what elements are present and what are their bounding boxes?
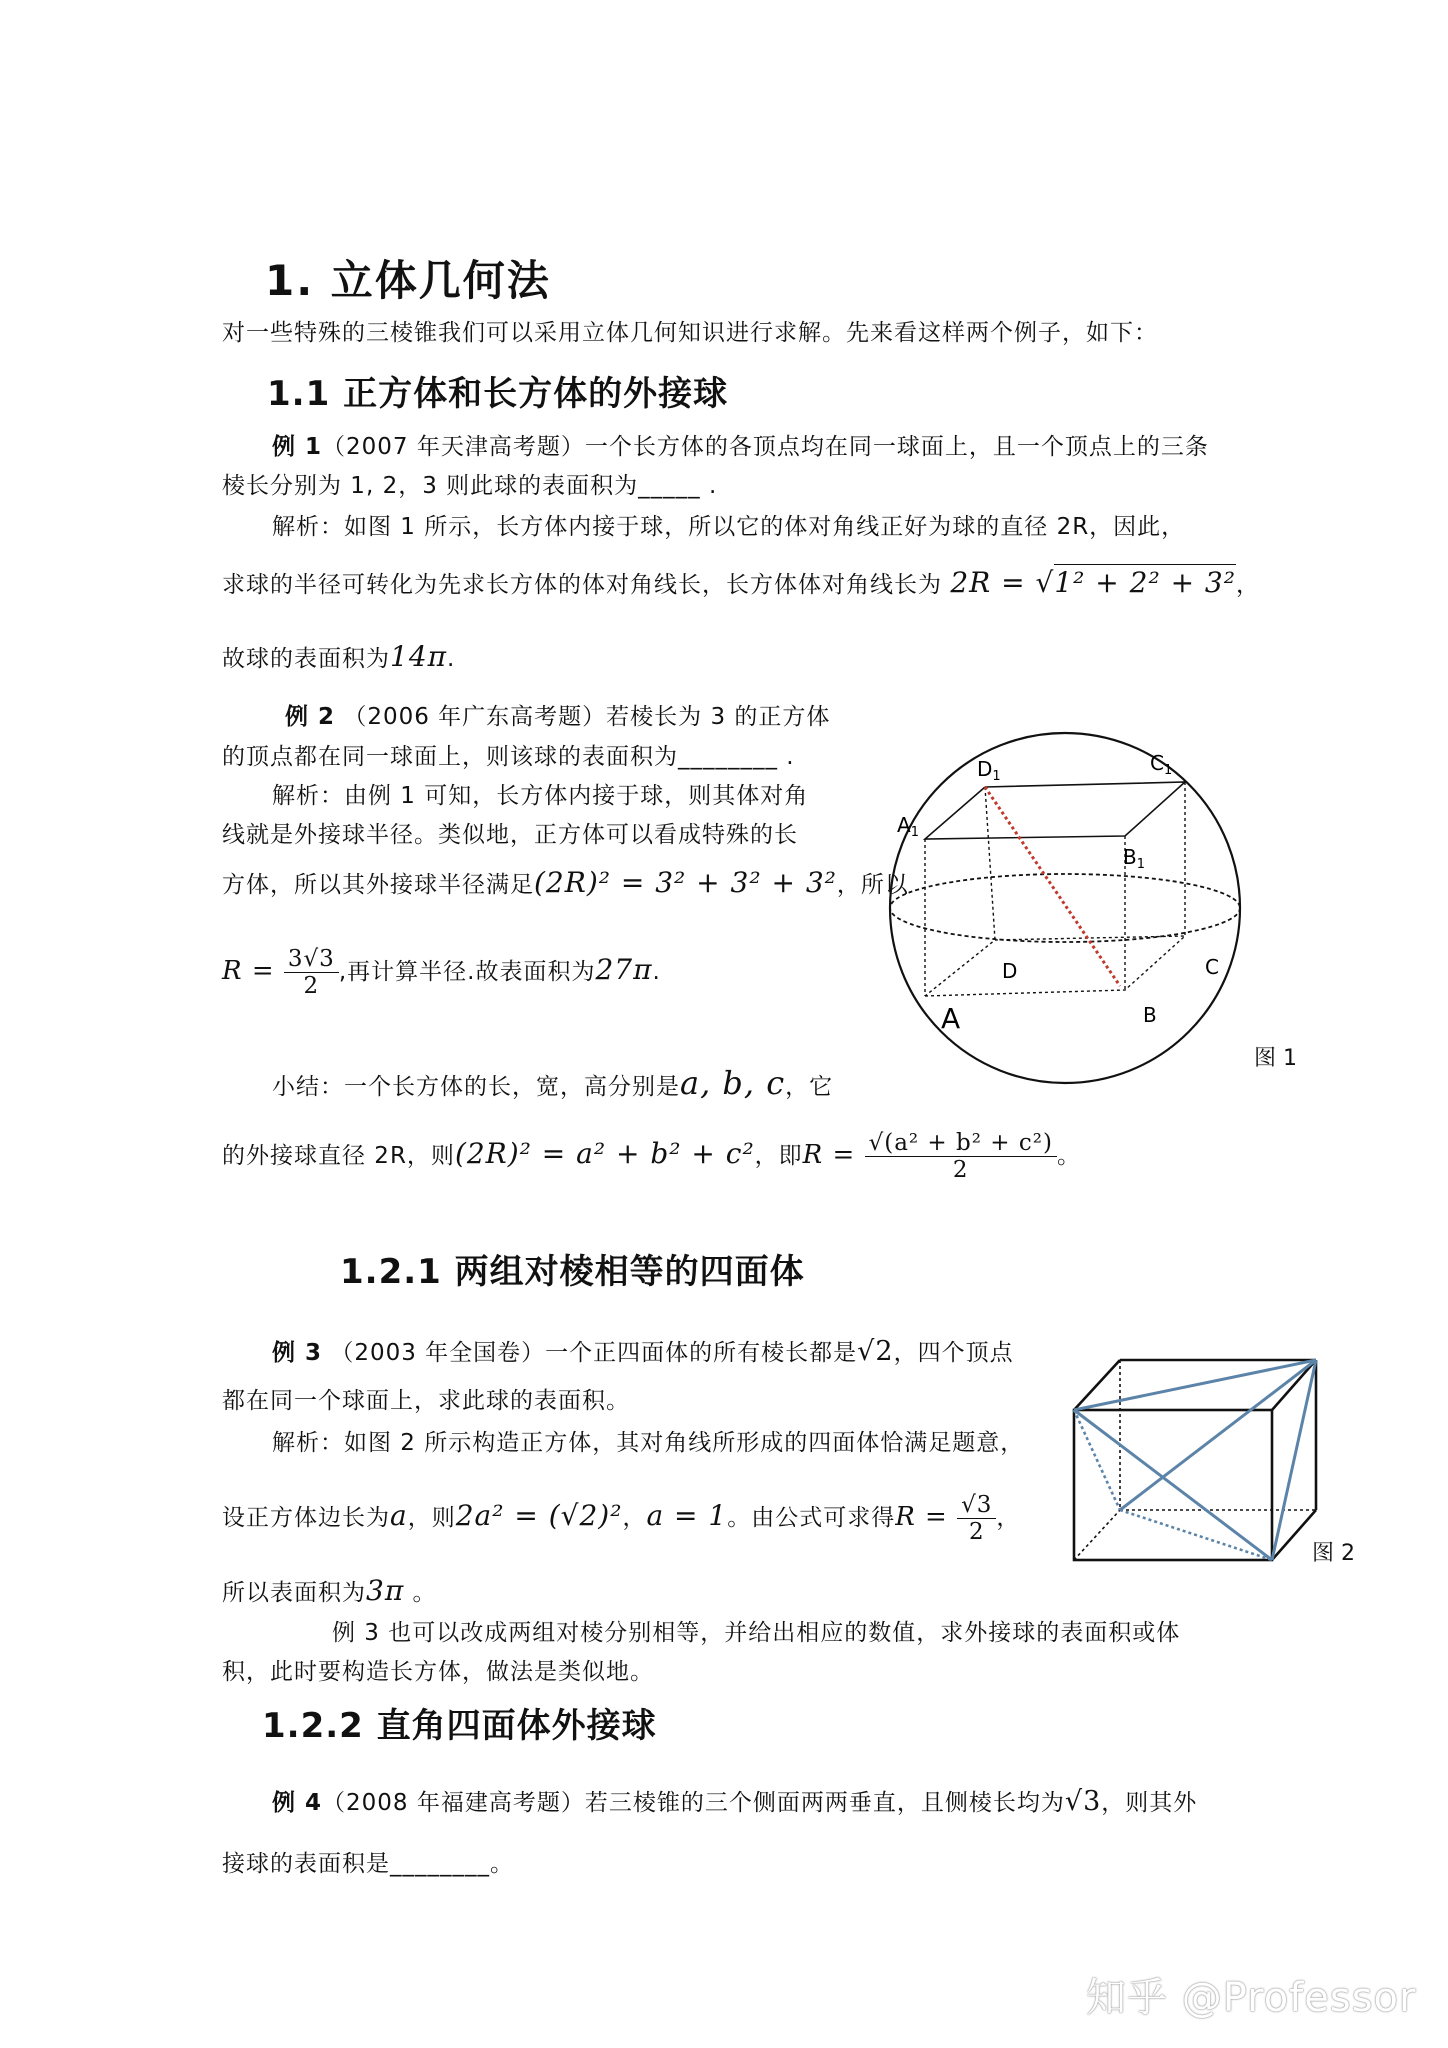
zhihu-watermark: 知乎 @Professor [1086, 1975, 1417, 2021]
example-4-line-1: 例 4（2008 年福建高考题）若三棱锥的三个侧面两两垂直，且侧棱长均为√3，则其外 [272, 1786, 1198, 1817]
example-3-equation: 2a² = (√2)² [455, 1499, 623, 1532]
tetra-edge-5 [1074, 1410, 1120, 1510]
example-3-note-2: 积，此时要构造长方体，做法是类似地。 [222, 1659, 654, 1685]
figure-2-caption: 图 2 [1312, 1541, 1355, 1566]
figure-1-sphere-box [865, 718, 1265, 1098]
body-diagonal [985, 787, 1120, 986]
summary-line-1: 小结：一个长方体的长，宽，高分别是a, b, c，它 [272, 1064, 834, 1102]
tetra-edge-6 [1120, 1510, 1272, 1560]
summary-formula: (2R)² = a² + b² + c² [454, 1137, 755, 1170]
box-edge-d [985, 787, 995, 940]
example-2-line-2: 的顶点都在同一球面上，则该球的表面积为________ . [222, 744, 795, 770]
cube-hidden-bottom-left [1074, 1510, 1120, 1560]
figure-2-cube-tetrahedron [1060, 1344, 1340, 1576]
box-bottom-face [925, 936, 1185, 996]
example-1-line-2: 棱长分别为 1, 2，3 则此球的表面积为_____ . [222, 473, 718, 499]
example-3-analysis-2: 设正方体边长为a，则2a² = (√2)²，a = 1。由公式可求得R = $\frac{√3}{2}$ ， [222, 1492, 1021, 1545]
example-1-line-1: 例 1（2007 年天津高考题）一个长方体的各顶点均在同一球面上，且一个顶点上的三条 [272, 434, 1209, 460]
summary-radius-fraction: $\frac{\text{√(a² + b² + c²)}}{2}$ [865, 1130, 1057, 1183]
example-2-formula: (2R)² = 3² + 3² + 3² [534, 866, 837, 899]
section-1-1-title: 1.1 正方体和长方体的外接球 [267, 374, 729, 414]
example-2-result-value: 27π [595, 953, 653, 986]
example-1-result: 故球的表面积为14π. [222, 640, 456, 673]
example-2-label: 例 2 [285, 704, 336, 730]
example-1-analysis-1: 解析：如图 1 所示，长方体内接于球，所以它的体对角线正好为球的直径 2R，因此， [272, 514, 1186, 540]
label-a: A [941, 1002, 961, 1035]
label-c: C [1205, 955, 1219, 979]
section-1-intro: 对一些特殊的三棱锥我们可以采用立体几何知识进行求解。先来看这样两个例子，如下： [222, 320, 1158, 346]
example-3-analysis-1: 解析：如图 2 所示构造正方体，其对角线所形成的四面体恰满足题意， [272, 1430, 1025, 1456]
example-4-line-2: 接球的表面积是________。 [222, 1851, 514, 1877]
label-c1: $C_1$ [1150, 751, 1173, 778]
label-b1: $B_1$ [1123, 845, 1146, 872]
example-2-line-1: 例 2 （2006 年广东高考题）若棱长为 3 的正方体 [285, 704, 831, 730]
example-3-line-2: 都在同一个球面上，求此球的表面积。 [222, 1388, 630, 1414]
example-2-radius: R = $\frac{3√3}{2}$ ,再计算半径.故表面积为27π. [222, 946, 661, 999]
example-3-radius-fraction: $\frac{√3}{2}$ [957, 1492, 996, 1545]
example-2-analysis-2: 线就是外接球半径。类似地，正方体可以看成特殊的长 [222, 822, 798, 848]
label-b: B [1143, 1003, 1157, 1027]
example-3-result-value: 3π [366, 1574, 405, 1607]
example-1-result-value: 14π [390, 640, 448, 673]
example-3-note-1: 例 3 也可以改成两组对棱分别相等，并给出相应的数值，求外接球的表面积或体 [332, 1620, 1181, 1646]
sphere-equator [890, 874, 1240, 942]
example-3-label: 例 3 [272, 1340, 323, 1366]
box-top-face [925, 782, 1185, 839]
summary-variables: a, b, c [680, 1064, 786, 1102]
example-2-radius-fraction: $\frac{3√3}{2}$ [284, 946, 339, 999]
label-a1: $A_1$ [897, 813, 919, 840]
section-1-2-2-title: 1.2.2 直角四面体外接球 [262, 1706, 657, 1746]
label-d1: $D_1$ [977, 757, 1001, 784]
label-d: D [1002, 959, 1018, 983]
section-1-title: 1. 立体几何法 [265, 256, 551, 305]
example-1-formula: 2R = √1² + 2² + 3² [950, 566, 1236, 599]
example-2-analysis-3: 方体，所以其外接球半径满足(2R)² = 3² + 3² + 3²，所以 [222, 866, 909, 899]
summary-line-2: 的外接球直径 2R，则(2R)² = a² + b² + c²，即R = $\frac{\text{√(a² + b² + c²)}}{2}$ 。 [222, 1130, 1081, 1183]
example-3-result: 所以表面积为3π 。 [222, 1574, 437, 1607]
example-3-edge-length: √2 [857, 1336, 894, 1367]
example-2-analysis-1: 解析：由例 1 可知，长方体内接于球，则其体对角 [272, 783, 809, 809]
example-1-label: 例 1 [272, 434, 323, 460]
section-1-2-1-title: 1.2.1 两组对棱相等的四面体 [340, 1252, 805, 1292]
example-1-analysis-2: 求球的半径可转化为先求长方体的体对角线长，长方体体对角线长为 2R = √1² + 2² + 3²， [222, 566, 1260, 599]
example-4-edge-length: √3 [1064, 1786, 1102, 1817]
example-4-label: 例 4 [272, 1790, 323, 1816]
example-3-line-1: 例 3 （2003 年全国卷）一个正四面体的所有棱长都是√2，四个顶点 [272, 1336, 1014, 1367]
figure-1-caption: 图 1 [1254, 1046, 1297, 1071]
tetra-edge-2 [1074, 1410, 1272, 1560]
